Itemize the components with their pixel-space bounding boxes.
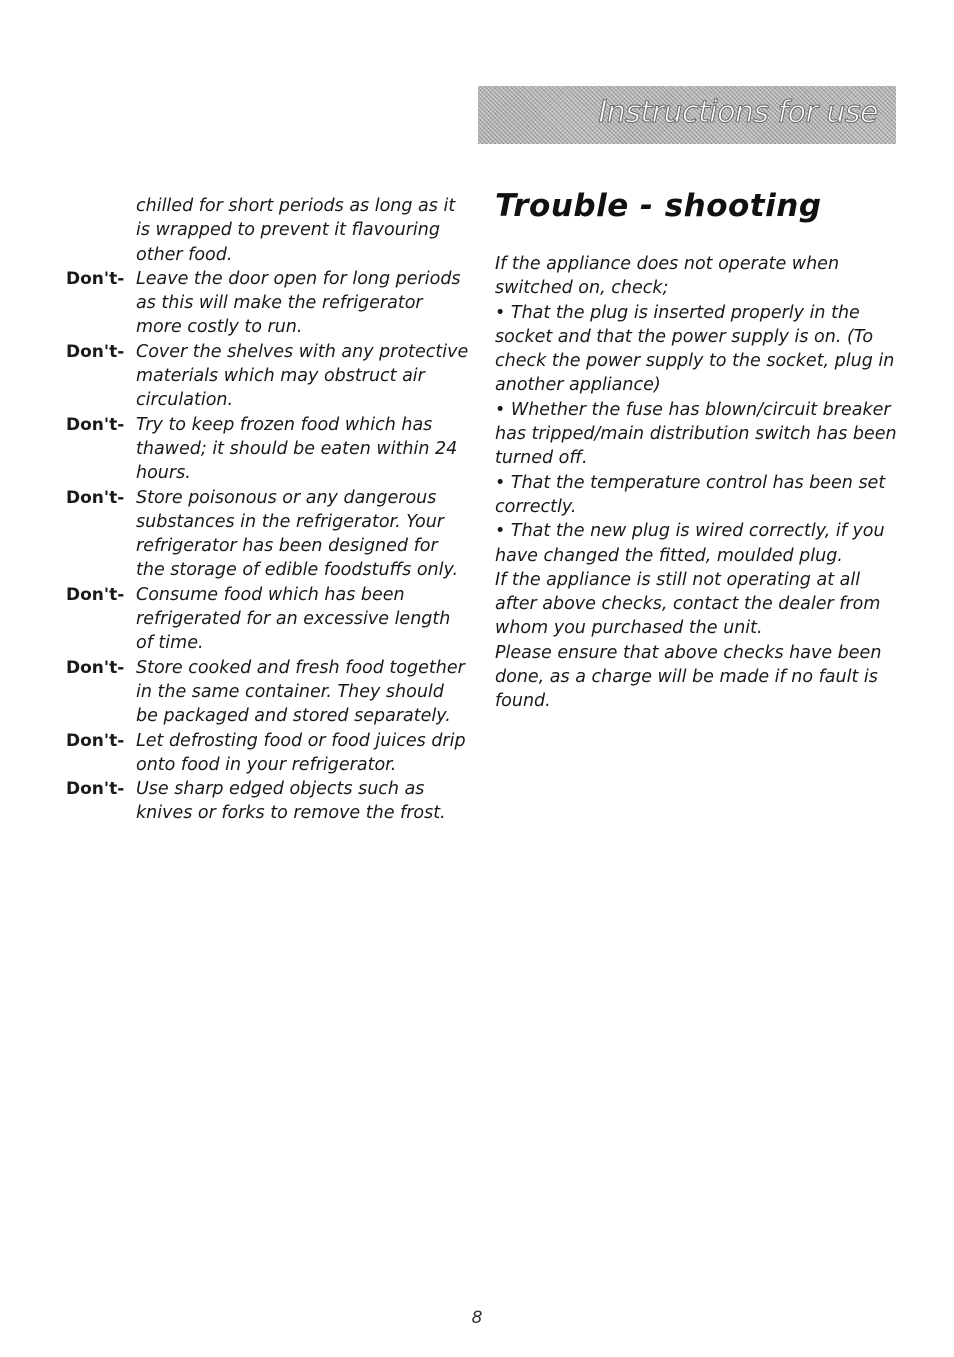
header-banner bbox=[478, 86, 896, 144]
dont-item bbox=[66, 413, 471, 486]
dont-text: Leave the door open for long periods as this will make the refrigerator more costly to run. bbox=[136, 268, 461, 338]
check-bullet: • That the plug is inserted properly in the socket and that the power supply is on. (To check the power supply to the socket, plug in another appliance) bbox=[495, 302, 895, 396]
check-bullet: • That the temperature control has been set correctly. bbox=[495, 472, 886, 517]
dont-item bbox=[66, 777, 471, 826]
dont-item bbox=[66, 340, 471, 413]
dont-label: Don't- bbox=[66, 487, 125, 508]
dont-item bbox=[66, 729, 471, 778]
dont-label: Don't- bbox=[66, 341, 125, 362]
troubleshooting-body bbox=[495, 252, 900, 714]
dont-label: Don't- bbox=[66, 584, 125, 605]
continued-text: chilled for short periods as long as it is wrapped to prevent it flavouring other food. bbox=[136, 196, 456, 265]
dont-text: Try to keep frozen food which has thawed; it should be eaten within 24 hours. bbox=[136, 414, 458, 484]
check-bullet: • That the new plug is wired correctly, if you have changed the fitted, moulded plug. bbox=[495, 521, 885, 566]
dont-item bbox=[66, 656, 471, 729]
section-title: Trouble - shooting bbox=[495, 188, 822, 224]
dont-text: Let defrosting food or food juices drip onto food in your refrigerator. bbox=[136, 730, 466, 775]
dont-label: Don't- bbox=[66, 268, 125, 289]
dont-item bbox=[66, 486, 471, 583]
charge-notice: Please ensure that above checks have been done, as a charge will be made if no fault is found. bbox=[495, 642, 882, 712]
dont-text: Store cooked and fresh food together in the same container. They should be packaged and stored separately. bbox=[136, 657, 465, 727]
page-number: 8 bbox=[471, 1308, 483, 1328]
dont-text: Cover the shelves with any protective materials which may obstruct air circulation. bbox=[136, 341, 469, 411]
followup-text: If the appliance is still not operating at all after above checks, contact the dealer from whom you purchased the unit. bbox=[495, 569, 881, 639]
header-title: Instructions for use bbox=[598, 95, 878, 130]
troubleshooting-intro: If the appliance does not operate when switched on, check; bbox=[495, 254, 840, 299]
dont-label: Don't- bbox=[66, 779, 125, 800]
donts-list bbox=[66, 194, 471, 826]
dont-label: Don't- bbox=[66, 730, 125, 751]
check-bullet: • Whether the fuse has blown/circuit breaker has tripped/main distribution switch has been turned off. bbox=[495, 399, 897, 469]
dont-text: Use sharp edged objects such as knives or forks to remove the frost. bbox=[136, 779, 446, 824]
dont-label: Don't- bbox=[66, 414, 125, 435]
dont-label: Don't- bbox=[66, 657, 125, 678]
dont-text: Consume food which has been refrigerated for an excessive length of time. bbox=[136, 584, 451, 654]
dont-text: Store poisonous or any dangerous substances in the refrigerator. Your refrigerator has been designed for the storage of edible foodstuffs only. bbox=[136, 487, 459, 581]
dont-item bbox=[66, 583, 471, 656]
dont-item bbox=[66, 267, 471, 340]
